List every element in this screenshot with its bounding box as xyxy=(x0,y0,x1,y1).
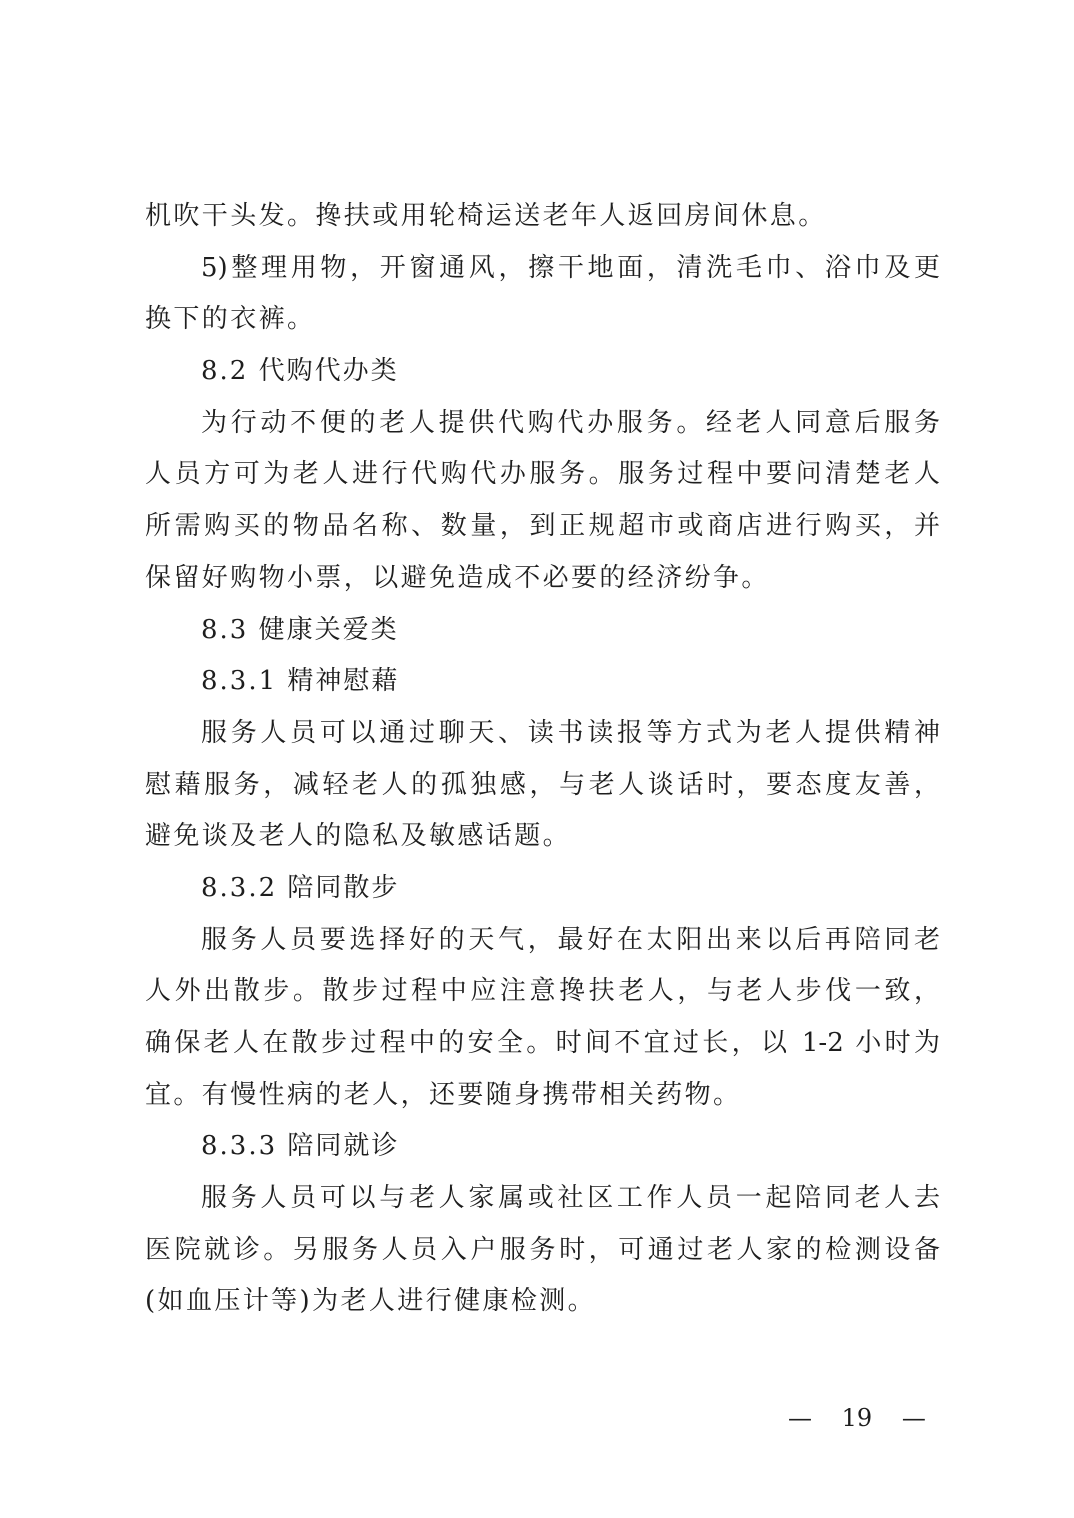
paragraph-8-3-3 xyxy=(145,1173,940,1328)
section-heading-8-3-2: 8.3.2 陪同散步 xyxy=(201,872,400,903)
section-heading-8-3: 8.3 健康关爱类 xyxy=(201,614,399,645)
footer-left-dash: — xyxy=(788,1404,812,1432)
paragraph-8-3-1 xyxy=(145,708,940,863)
paragraph-8-2 xyxy=(145,398,940,605)
text-line: 医院就诊。另服务人员入户服务时，可通过老人家的检测设备 xyxy=(145,1234,940,1265)
text-line: 5)整理用物，开窗通风，擦干地面，清洗毛巾、浴巾及更 xyxy=(201,252,940,283)
text-line: 宜。有慢性病的老人，还要随身携带相关药物。 xyxy=(145,1079,742,1110)
section-heading-8-2: 8.2 代购代办类 xyxy=(201,356,399,387)
text-line: (如血压计等)为老人进行健康检测。 xyxy=(145,1286,597,1317)
text-line: 换下的衣裤。 xyxy=(145,304,316,335)
text-line: 避免谈及老人的隐私及敏感话题。 xyxy=(145,821,572,852)
text-line: 所需购买的物品名称、数量，到正规超市或商店进行购买，并 xyxy=(145,511,940,542)
text-line: 人外出散步。散步过程中应注意搀扶老人，与老人步伐一致， xyxy=(145,976,940,1007)
page-number: 19 xyxy=(841,1404,873,1432)
text-line: 机吹干头发。搀扶或用轮椅运送老年人返回房间休息。 xyxy=(145,201,827,231)
text-line: 服务人员要选择好的天气，最好在太阳出来以后再陪同老 xyxy=(201,924,940,955)
section-heading-8-3-3: 8.3.3 陪同就诊 xyxy=(201,1131,400,1162)
text-line: 服务人员可以通过聊天、读书读报等方式为老人提供精神 xyxy=(201,717,940,748)
section-heading-8-3-1: 8.3.1 精神慰藉 xyxy=(201,666,400,697)
footer-right-dash: — xyxy=(901,1404,926,1432)
document-body xyxy=(145,191,940,1328)
text-line: 慰藉服务，减轻老人的孤独感，与老人谈话时，要态度友善， xyxy=(145,769,940,800)
text-line: 为行动不便的老人提供代购代办服务。经老人同意后服务 xyxy=(201,407,940,438)
text-line: 人员方可为老人进行代购代办服务。服务过程中要问清楚老人 xyxy=(145,459,940,490)
paragraph-continuation xyxy=(145,191,940,243)
text-line: 确保老人在散步过程中的安全。时间不宜过长，以 1-2 小时为 xyxy=(145,1028,940,1058)
paragraph-step-5 xyxy=(145,243,940,346)
page-footer xyxy=(788,1402,926,1434)
text-line: 保留好购物小票，以避免造成不必要的经济纷争。 xyxy=(145,562,770,593)
paragraph-8-3-2 xyxy=(145,915,940,1122)
text-line: 服务人员可以与老人家属或社区工作人员一起陪同老人去 xyxy=(201,1183,940,1214)
